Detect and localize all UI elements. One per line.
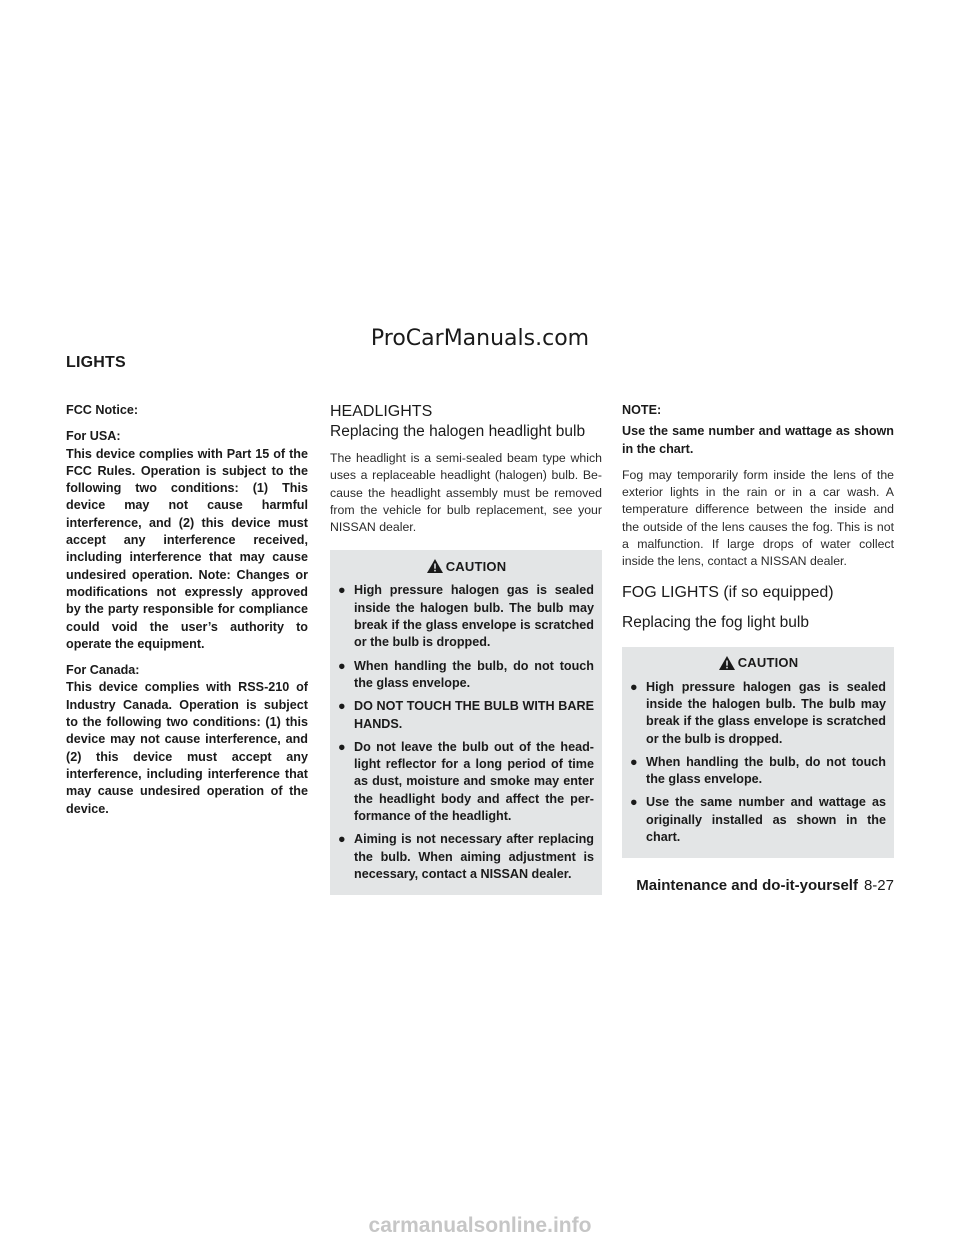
- fog-caution-box: [622, 647, 894, 859]
- middle-column: [330, 402, 602, 895]
- usa-heading: For USA:: [66, 429, 121, 444]
- bullet-icon: ●: [338, 699, 346, 714]
- bullet-icon: ●: [338, 832, 346, 847]
- caution-title: CAUTION: [445, 558, 507, 574]
- fcc-notice-heading: FCC Notice:: [66, 403, 139, 417]
- caution-item: ● Aiming is not necessary after replacing the bulb. When aiming adjustment is necessary, contact a NISSAN dealer.: [338, 832, 594, 881]
- note-heading: NOTE:: [622, 403, 662, 417]
- watermark-top: ProCarManuals.com: [370, 326, 590, 351]
- canada-heading: For Canada:: [66, 663, 140, 678]
- caution-header: [630, 655, 886, 671]
- caution-item: ● When handling the bulb, do not touch the glass envelope.: [630, 754, 886, 787]
- headlights-body: The headlight is a semi-sealed beam type which uses a replaceable headlight (halogen) bulb. Because the headlight assembly must be removed from the vehicle for bulb replacement, see your NISSAN dealer.: [330, 451, 602, 535]
- caution-item: ● Do not leave the bulb out of the headlight reflector for a long period of time as dust, moisture and smoke may enter the headlight body and affect the performance of the headlight.: [338, 739, 594, 824]
- caution-title: CAUTION: [737, 655, 799, 671]
- footer-section-label: Maintenance and do-it-yourself: [636, 877, 858, 894]
- caution-list: [338, 582, 594, 883]
- page-footer: [0, 877, 894, 894]
- caution-item: ● High pressure halogen gas is sealed inside the halogen bulb. The bulb may break if the glass envelope is scratched or the bulb is dropped.: [630, 679, 886, 746]
- right-column: [622, 402, 894, 858]
- canada-text: This device complies with RSS-210 of Industry Canada. Operation is subject to the following two conditions: (1) this device may not cause interference, and (2) this device must accept any interference, including interference that may cause undesired operation of the device.: [66, 680, 308, 816]
- headlight-caution-box: [330, 550, 602, 895]
- caution-item: ● Use the same number and wattage as originally installed as shown in the chart.: [630, 795, 886, 845]
- caution-item: ● DO NOT TOUCH THE BULB WITH BARE HANDS.: [338, 699, 594, 731]
- bullet-icon: ●: [630, 679, 638, 694]
- headlights-heading: HEADLIGHTS: [330, 403, 433, 420]
- fog-lights-heading: FOG LIGHTS (if so equipped): [622, 583, 834, 601]
- section-title: LIGHTS: [66, 354, 126, 371]
- usa-text: This device complies with Part 15 of the FCC Rules. Operation is subject to the following two conditions: (1) This device may not cause harmful interference, and (2) this device must accept any interference received, including interference that may cause undesired operation. Note: Changes or modifications not expressly approved by the party responsible for compliance could void the user’s authority to operate the equipment.: [66, 446, 308, 651]
- warning-triangle-icon: [426, 558, 444, 574]
- left-column: [66, 402, 308, 827]
- caution-header: [338, 558, 594, 574]
- bullet-icon: ●: [338, 583, 346, 598]
- bullet-icon: ●: [338, 658, 346, 673]
- warning-triangle-icon: [718, 655, 736, 671]
- page-number: 8-27: [863, 877, 894, 894]
- headlights-subheading: Replacing the halogen headlight bulb: [330, 423, 586, 440]
- bullet-icon: ●: [630, 795, 638, 810]
- caution-item: ● High pressure halogen gas is sealed inside the halogen bulb. The bulb may break if the glass envelope is scratched or the bulb is dropped.: [338, 583, 594, 650]
- bullet-icon: ●: [338, 739, 346, 754]
- bullet-icon: ●: [630, 754, 638, 769]
- caution-list: [630, 679, 886, 847]
- watermark-bottom: carmanualsonline.info: [368, 1214, 592, 1237]
- fog-text: Fog may temporarily form inside the lens of the exterior lights in the rain or in a car wash. A temperature difference between the inside and the outside of the lens causes the fog. This is not a malfunction. If large drops of water collect inside the lens, contact a NISSAN dealer.: [622, 467, 894, 569]
- fog-lights-subheading: Replacing the fog light bulb: [622, 613, 809, 631]
- caution-item: ● When handling the bulb, do not touch the glass envelope.: [338, 658, 594, 690]
- note-text: Use the same number and wattage as shown in the chart.: [622, 424, 894, 456]
